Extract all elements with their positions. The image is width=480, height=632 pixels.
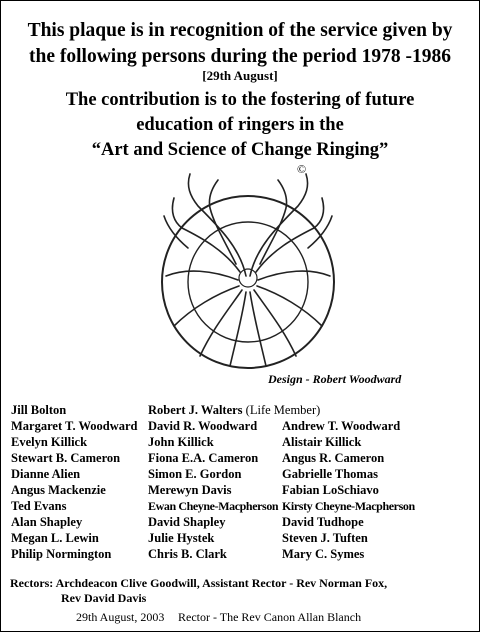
member-name: Andrew T. Woodward — [282, 419, 401, 433]
member-name: Evelyn Killick — [11, 435, 88, 449]
title-line-1: This plaque is in recognition of the service given by — [27, 20, 453, 41]
member-name: Alan Shapley — [11, 515, 83, 529]
member-name: Ted Evans — [11, 499, 67, 513]
date-note: [29th August] — [202, 68, 278, 83]
contribution-line-2: education of ringers in the — [136, 115, 344, 135]
footer-rector: Rector - The Rev Canon Allan Blanch — [178, 610, 362, 624]
member-name: Merewyn Davis — [148, 483, 232, 497]
member-name: David Tudhope — [282, 515, 364, 529]
member-name: Fabian LoSchiavo — [282, 483, 379, 497]
member-name: Alistair Killick — [282, 435, 362, 449]
member-name: Fiona E.A. Cameron — [148, 451, 259, 465]
contribution-line-3: “Art and Science of Change Ringing” — [91, 140, 389, 160]
copyright-mark: © — [297, 162, 307, 176]
member-name: Robert J. Walters — [148, 403, 243, 417]
member-name: Dianne Alien — [11, 467, 81, 481]
member-name: Mary C. Symes — [282, 547, 365, 561]
member-name: David Shapley — [148, 515, 226, 529]
member-name: Stewart B. Cameron — [11, 451, 121, 465]
rectors-line-2: Rev David Davis — [61, 591, 147, 605]
member-name: Megan L. Lewin — [11, 531, 99, 545]
member-name: Jill Bolton — [11, 403, 67, 417]
member-name: Gabrielle Thomas — [282, 467, 378, 481]
member-name: Julie Hystek — [148, 531, 215, 545]
member-name: Philip Normington — [11, 547, 112, 561]
change-ringing-rope-circle-icon — [128, 168, 368, 373]
member-name: John Killick — [148, 435, 214, 449]
member-name: David R. Woodward — [148, 419, 258, 433]
design-credit: Design - Robert Woodward — [268, 372, 402, 386]
title-line-2: the following persons during the period 1978 -1986 — [29, 46, 451, 67]
member-name: Angus R. Cameron — [282, 451, 385, 465]
member-name: Chris B. Clark — [148, 547, 227, 561]
life-member-note: (Life Member) — [245, 403, 321, 417]
member-name: Kirsty Cheyne-Macpherson — [282, 499, 415, 513]
member-name: Margaret T. Woodward — [11, 419, 138, 433]
contribution-line-1: The contribution is to the fostering of future — [65, 90, 415, 110]
member-name: Angus Mackenzie — [11, 483, 106, 497]
rectors-line-1: Rectors: Archdeacon Clive Goodwill, Assistant Rector - Rev Norman Fox, — [10, 576, 388, 590]
member-name-with-note — [148, 402, 320, 418]
member-name: Simon E. Gordon — [148, 467, 242, 481]
member-name: Ewan Cheyne-Macpherson — [148, 499, 279, 513]
footer-date: 29th August, 2003 — [76, 610, 165, 624]
member-name: Steven J. Tuften — [282, 531, 368, 545]
